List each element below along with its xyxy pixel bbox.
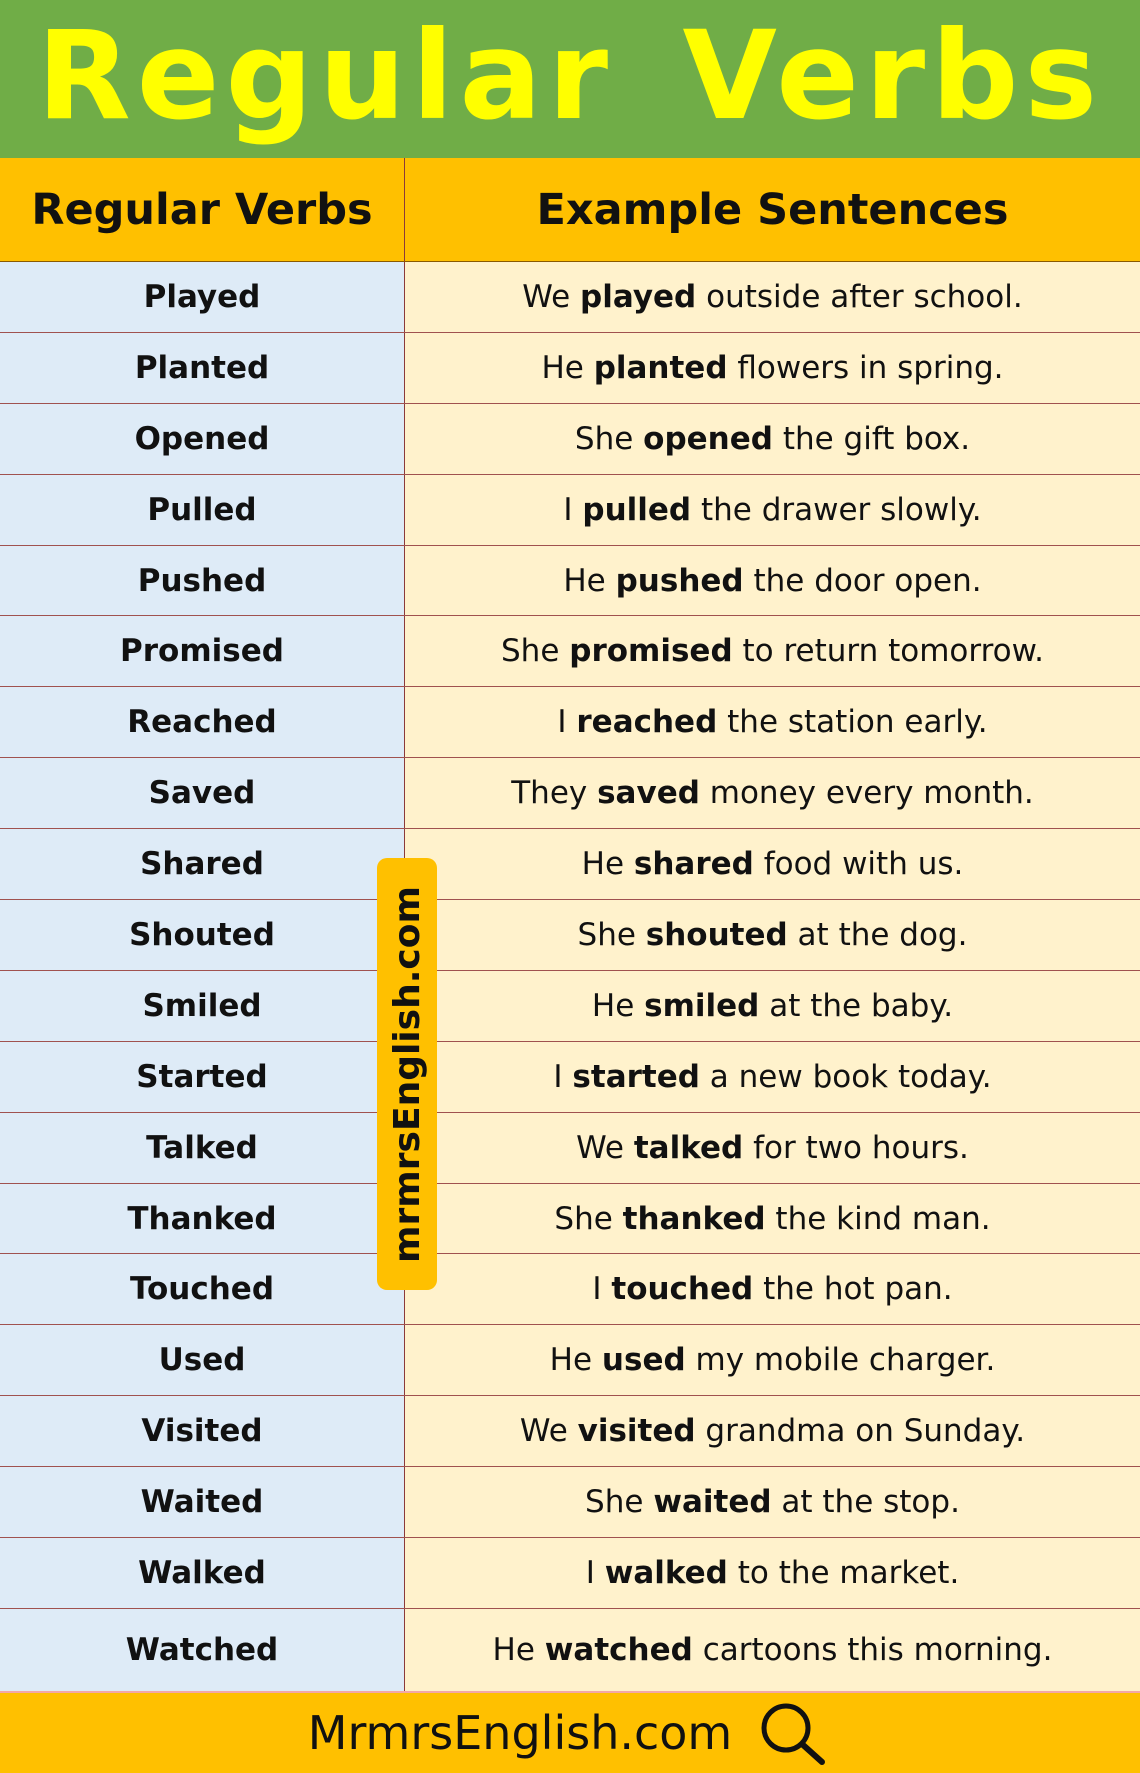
- sentence-end: grandma on Sunday.: [695, 1413, 1026, 1450]
- table-header: [0, 158, 1140, 262]
- table-row: [0, 1396, 1140, 1467]
- sentence-cell: [405, 1609, 1140, 1691]
- sentence-cell: [405, 1396, 1140, 1466]
- sentence-cell: [405, 475, 1140, 545]
- sentence-start: I: [563, 491, 583, 528]
- sentence-start: He: [492, 1631, 545, 1668]
- sentence-cell: [405, 1467, 1140, 1537]
- sentence-end: for two hours.: [743, 1129, 969, 1166]
- verb-cell: Thanked: [0, 1184, 405, 1254]
- sentence-start: She: [554, 1200, 623, 1237]
- sentence-verb: opened: [643, 420, 773, 457]
- sentence-end: the station early.: [717, 704, 988, 741]
- sentence-verb: shared: [633, 846, 754, 883]
- sentence-start: He: [541, 349, 594, 386]
- table-row: [0, 404, 1140, 475]
- verb-table: [0, 262, 1140, 1691]
- verb-cell: Talked: [0, 1113, 405, 1183]
- verb-cell: Touched: [0, 1254, 405, 1324]
- verb-cell: Planted: [0, 333, 405, 403]
- sentence-verb: reached: [576, 704, 718, 741]
- search-icon: [756, 1700, 832, 1766]
- sentence-verb: played: [580, 278, 697, 315]
- sentence-start: We: [522, 278, 581, 315]
- sentence-end: to the market.: [727, 1554, 960, 1591]
- sentence-cell: [405, 1184, 1140, 1254]
- sentence-end: outside after school.: [696, 278, 1023, 315]
- verb-cell: Waited: [0, 1467, 405, 1537]
- sentence-end: the hot pan.: [753, 1271, 953, 1308]
- table-row: [0, 1538, 1140, 1609]
- sentence-verb: planted: [593, 349, 728, 386]
- sentence-end: at the dog.: [787, 916, 968, 953]
- sentence-cell: [405, 262, 1140, 332]
- table-row: [0, 900, 1140, 971]
- sentence-start: I: [585, 1554, 605, 1591]
- sentence-end: my mobile charger.: [685, 1342, 996, 1379]
- verb-cell: Shared: [0, 829, 405, 899]
- sentence-start: They: [511, 775, 598, 812]
- sentence-verb: walked: [604, 1554, 728, 1591]
- sentence-start: I: [592, 1271, 612, 1308]
- sentence-verb: watched: [544, 1631, 693, 1668]
- sentence-cell: [405, 971, 1140, 1041]
- sentence-start: I: [557, 704, 577, 741]
- table-row: [0, 829, 1140, 900]
- table-row: [0, 1113, 1140, 1184]
- sentence-end: to return tomorrow.: [732, 633, 1044, 670]
- sentence-end: the kind man.: [765, 1200, 991, 1237]
- table-row: [0, 971, 1140, 1042]
- sentence-start: He: [591, 987, 645, 1024]
- sentence-verb: visited: [577, 1413, 696, 1450]
- sentence-verb: promised: [569, 633, 733, 670]
- verb-cell: Promised: [0, 616, 405, 686]
- verb-cell: Visited: [0, 1396, 405, 1466]
- sentence-cell: [405, 1254, 1140, 1324]
- page-title: Regular Verbs: [36, 5, 1104, 147]
- table-row: [0, 758, 1140, 829]
- sentence-start: We: [519, 1413, 578, 1450]
- sentence-start: She: [574, 420, 644, 457]
- sentence-end: flowers in spring.: [727, 349, 1004, 386]
- sentence-cell: [405, 1113, 1140, 1183]
- sentence-verb: used: [601, 1342, 686, 1379]
- watermark-badge: [377, 858, 437, 1290]
- sentence-end: the door open.: [743, 562, 982, 599]
- sentence-start: We: [576, 1129, 634, 1166]
- verb-cell: Used: [0, 1325, 405, 1395]
- sentence-end: food with us.: [753, 846, 964, 883]
- sentence-cell: [405, 546, 1140, 616]
- table-row: [0, 475, 1140, 546]
- verb-cell: Started: [0, 1042, 405, 1112]
- table-row: [0, 546, 1140, 617]
- verb-cell: Smiled: [0, 971, 405, 1041]
- footer-site-link[interactable]: MrmrsEnglish.com: [307, 1706, 733, 1760]
- sentence-cell: [405, 687, 1140, 757]
- sentence-cell: [405, 333, 1140, 403]
- sentence-verb: pulled: [582, 491, 692, 528]
- table-row: [0, 1184, 1140, 1255]
- footer-bar: [0, 1691, 1140, 1773]
- table-row: [0, 1042, 1140, 1113]
- sentence-start: He: [563, 562, 616, 599]
- sentence-cell: [405, 900, 1140, 970]
- verb-cell: Walked: [0, 1538, 405, 1608]
- table-row: [0, 1609, 1140, 1691]
- sentence-start: She: [501, 633, 570, 670]
- sentence-end: at the baby.: [759, 987, 954, 1024]
- verb-cell: Watched: [0, 1609, 405, 1691]
- sentence-cell: [405, 758, 1140, 828]
- verb-cell: Saved: [0, 758, 405, 828]
- table-row: [0, 687, 1140, 758]
- table-row: [0, 616, 1140, 687]
- sentence-verb: talked: [633, 1129, 744, 1166]
- table-row: [0, 262, 1140, 333]
- sentence-end: cartoons this morning.: [692, 1631, 1053, 1668]
- sentence-end: at the stop.: [771, 1484, 960, 1521]
- verb-cell: Shouted: [0, 900, 405, 970]
- sentence-verb: waited: [653, 1484, 772, 1521]
- sentence-end: a new book today.: [699, 1058, 992, 1095]
- sentence-cell: [405, 1325, 1140, 1395]
- sentence-start: She: [577, 916, 646, 953]
- verb-cell: Opened: [0, 404, 405, 474]
- sentence-verb: started: [572, 1058, 700, 1095]
- verb-cell: Reached: [0, 687, 405, 757]
- sentence-verb: smiled: [644, 987, 760, 1024]
- sentence-verb: touched: [611, 1271, 754, 1308]
- verb-cell: Pushed: [0, 546, 405, 616]
- header-sentences: Example Sentences: [536, 184, 1009, 235]
- verb-cell: Pulled: [0, 475, 405, 545]
- sentence-cell: [405, 1042, 1140, 1112]
- verb-cell: Played: [0, 262, 405, 332]
- sentence-start: He: [549, 1342, 602, 1379]
- header-verbs: Regular Verbs: [0, 158, 405, 261]
- sentence-start: He: [581, 846, 634, 883]
- sentence-cell: [405, 1538, 1140, 1608]
- sentence-end: the gift box.: [772, 420, 971, 457]
- sentence-cell: [405, 829, 1140, 899]
- sentence-verb: shouted: [645, 916, 788, 953]
- sentence-start: She: [585, 1484, 654, 1521]
- watermark-text: mrmrsEnglish.com: [386, 885, 428, 1263]
- sentence-verb: pushed: [615, 562, 744, 599]
- sentence-verb: saved: [597, 775, 700, 812]
- table-row: [0, 1325, 1140, 1396]
- sentence-end: money every month.: [699, 775, 1034, 812]
- sentence-cell: [405, 404, 1140, 474]
- sentence-cell: [405, 616, 1140, 686]
- sentence-start: I: [553, 1058, 573, 1095]
- table-row: [0, 1254, 1140, 1325]
- sentence-end: the drawer slowly.: [691, 491, 982, 528]
- sentence-verb: thanked: [622, 1200, 766, 1237]
- title-banner: [0, 0, 1140, 158]
- table-row: [0, 333, 1140, 404]
- table-row: [0, 1467, 1140, 1538]
